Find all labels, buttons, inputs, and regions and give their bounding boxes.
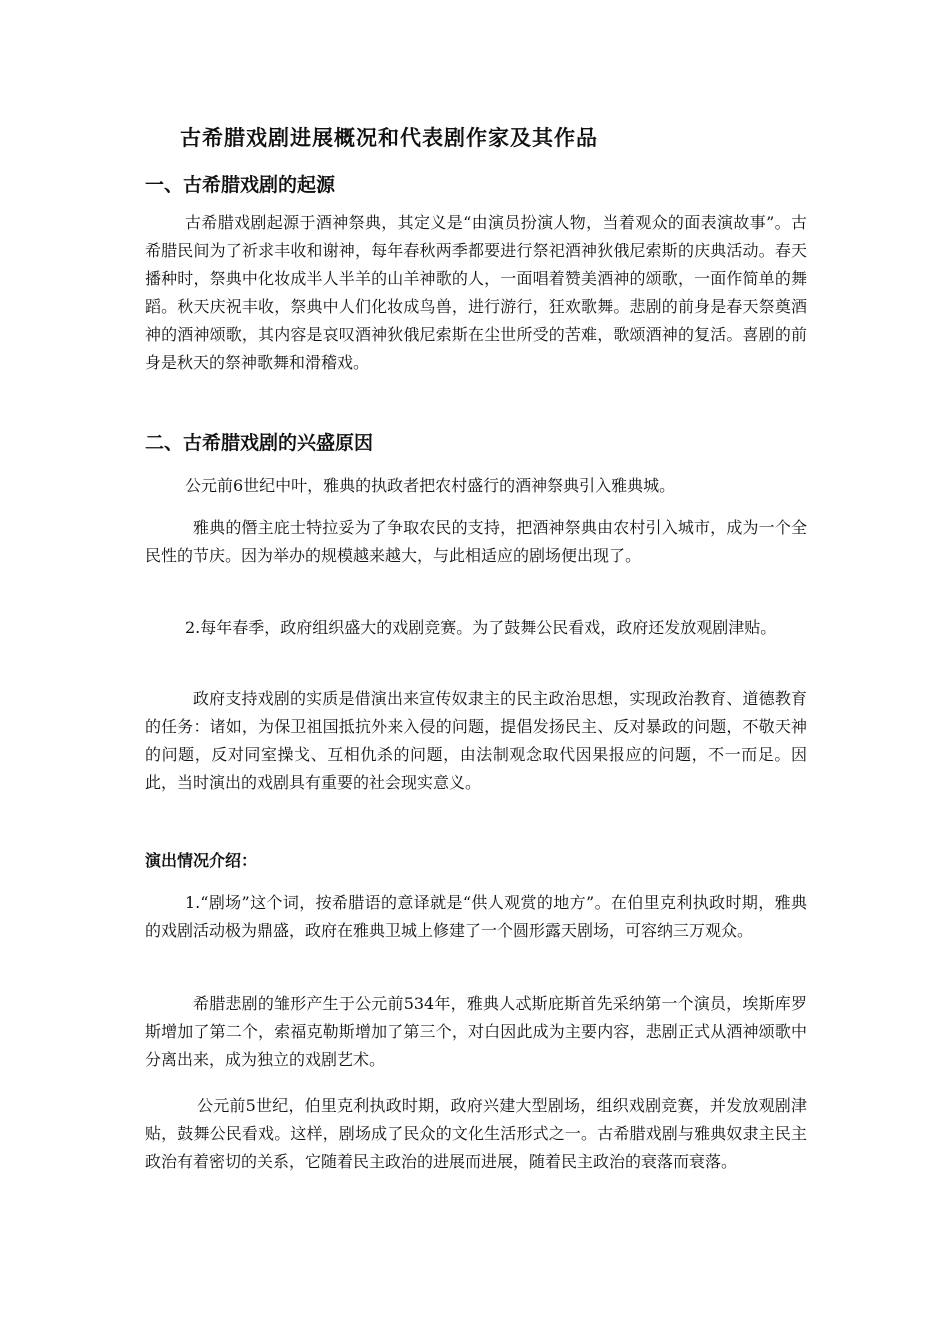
paragraph-text: 公元前6世纪中叶，雅典的执政者把农村盛行的酒神祭典引入雅典城。: [185, 476, 676, 495]
paragraph-text: 雅典的僭主庇士特拉妥为了争取农民的支持，把酒神祭典由农村引入城市，成为一个全民性的节庆。因为举办的规模越来越大，与此相适应的剧场便出现了。: [145, 518, 807, 565]
paragraph-pericles: [145, 1092, 807, 1176]
paragraph-text: 1.“剧场”这个词，按希腊语的意译就是“供人观赏的地方”。在伯里克利执政时期，雅典的戏剧活动极为鼎盛，政府在雅典卫城上修建了一个圆形露天剧场，可容纳三万观众。: [145, 893, 807, 940]
section-heading-origin: 一、古希腊戏剧的起源: [145, 174, 336, 196]
paragraph-tragedy: [145, 990, 807, 1074]
paragraph-text: 2.每年春季，政府组织盛大的戏剧竞赛。为了鼓舞公民看戏，政府还发放观剧津贴。: [185, 618, 777, 637]
paragraph-text: 希腊悲剧的雏形产生于公元前534年，雅典人忒斯庇斯首先采纳第一个演员，埃斯库罗斯增加了第二个，索福克勒斯增加了第三个，对白因此成为主要内容，悲剧正式从酒神颂歌中分离出来，成为独立的戏剧艺术。: [145, 994, 807, 1069]
document-title: 古希腊戏剧进展概况和代表剧作家及其作品: [180, 125, 598, 150]
section-heading-reasons: 二、古希腊戏剧的兴盛原因: [145, 432, 374, 454]
paragraph-text: 政府支持戏剧的实质是借演出来宣传奴隶主的民主政治思想，实现政治教育、道德教育的任务：诸如，为保卫祖国抵抗外来入侵的问题，提倡发扬民主、反对暴政的问题，不敬天神的问题，反对同室操戈、互相仇杀的问题，由法制观念取代因果报应的问题，不一而足。因此，当时演出的戏剧具有重要的社会现实意义。: [145, 689, 807, 792]
paragraph-text: 公元前5世纪，伯里克利执政时期，政府兴建大型剧场，组织戏剧竞赛，并发放观剧津贴，鼓舞公民看戏。这样，剧场成了民众的文化生活形式之一。古希腊戏剧与雅典奴隶主民主政治有着密切的关系，它随着民主政治的进展而进展，随着民主政治的衰落而衰落。: [145, 1096, 807, 1171]
paragraph-text: 古希腊戏剧起源于酒神祭典，其定义是“由演员扮演人物，当着观众的面表演故事”。古希腊民间为了祈求丰收和谢神，每年春秋两季都要进行祭祀酒神狄俄尼索斯的庆典活动。春天播种时，祭典中化妆成半人半羊的山羊神歌的人，一面唱着赞美酒神的颂歌，一面作简单的舞蹈。秋天庆祝丰收，祭典中人们化妆成鸟兽，进行游行，狂欢歌舞。悲剧的前身是春天祭奠酒神的酒神颂歌，其内容是哀叹酒神狄俄尼索斯在尘世所受的苦难，歌颂酒神的复活。喜剧的前身是秋天的祭神歌舞和滑稽戏。: [145, 213, 807, 372]
paragraph-competition: [145, 614, 807, 642]
paragraph-reason-intro: [145, 472, 807, 500]
paragraph-government-support: [145, 685, 807, 797]
section-heading-performance: 演出情况介绍：: [145, 851, 258, 870]
paragraph-origin: [145, 209, 807, 377]
paragraph-tyrant: [145, 514, 807, 570]
paragraph-theatre: [145, 889, 807, 945]
